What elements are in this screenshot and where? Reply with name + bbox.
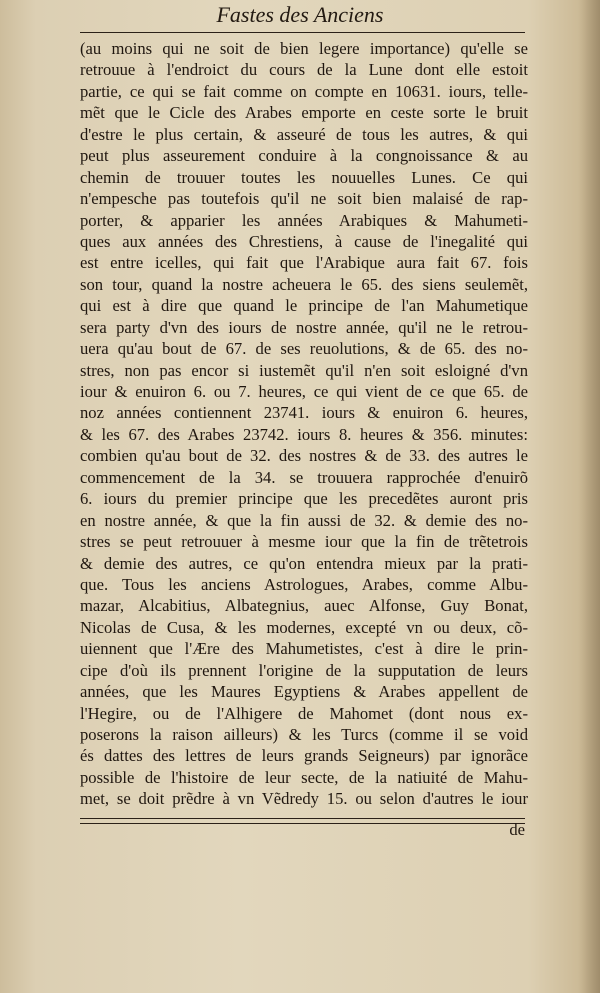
catchword: de [509, 820, 525, 839]
text-line: & demie des autres, ce qu'on entendra mieux par la prati- [80, 553, 528, 573]
text-line: cipe d'où ils prennent l'origine de la supputation de leurs [80, 660, 528, 680]
text-line: noz années contiennent 23741. iours & enuiron 6. heures, [80, 403, 528, 423]
text-line: possible de l'histoire de leur secte, de la natiuité de Mahu- [80, 767, 528, 787]
text-line: que. Tous les anciens Astrologues, Arabes, comme Albu- [80, 574, 528, 594]
header-rule [80, 32, 525, 33]
text-line: mazar, Alcabitius, Albategnius, auec Alfonse, Guy Bonat, [80, 596, 528, 616]
text-line: (au moins qui ne soit de bien legere importance) qu'elle se [80, 39, 528, 58]
text-line: commencement de la 34. se trouuera rapprochée d'enuirõ [80, 467, 528, 487]
text-line: uiennent que l'Ære des Mahumetistes, c'est à dire le prin- [80, 639, 528, 659]
text-line: uera qu'au bout de 67. de ses reuolutions, & de 65. des no- [80, 339, 528, 359]
text-line: l'Hegire, ou de l'Alhigere de Mahomet (dont nous ex- [80, 703, 528, 723]
text-line: stres se peut retrouuer à mesme iour que la fin de trẽtetrois [80, 532, 528, 552]
text-line: combien qu'au bout de 32. des nostres & de 33. des autres le [80, 446, 528, 466]
footer-rule [80, 818, 525, 819]
text-line: partie, ce qui se fait comme on compte en 10631. iours, telle- [80, 81, 528, 101]
text-line: n'empesche pas toutefois qu'il ne soit bien malaisé de rap- [80, 189, 528, 209]
text-line: années, que les Maures Egyptiens & Arabes appellent de [80, 682, 528, 702]
page-spine-shadow [578, 0, 600, 993]
footer-rule-thin [80, 823, 525, 824]
text-line: iour & enuiron 6. ou 7. heures, ce qui vient de ce que 65. de [80, 382, 528, 401]
text-line: peut plus asseurement conduire à la congnoissance & au [80, 146, 528, 166]
text-line: chemin de trouuer toutes les nouuelles Lunes. Ce qui [80, 167, 528, 187]
text-line: sera party d'vn des iours de nostre année, qu'il ne le retrou- [80, 317, 528, 337]
text-line: retrouue à l'endroict du cours de la Lune dont elle estoit [80, 60, 528, 80]
text-line: d'estre le plus certain, & asseuré de tous les autres, & qui [80, 124, 528, 144]
text-line: porter, & apparier les années Arabiques & Mahumeti- [80, 210, 528, 230]
text-line: mẽt que le Cicle des Arabes emporte en ceste sorte le bruit [80, 103, 528, 123]
text-line: qui est à dire que quand le principe de l'an Mahumetique [80, 296, 528, 316]
text-line: és dattes des lettres de leurs grands Seigneurs) par ignorãce [80, 746, 528, 766]
text-line: stres, non pas encor si iustemẽt qu'il n'en soit esloigné d'vn [80, 360, 528, 380]
text-line: son tour, quand la nostre acheuera le 65. des siens seulemẽt, [80, 274, 528, 294]
text-line: ques aux années des Chrestiens, à cause de l'inegalité qui [80, 231, 528, 251]
text-line: & les 67. des Arabes 23742. iours 8. heures & 356. minutes: [80, 424, 528, 444]
running-header: Fastes des Anciens [216, 2, 384, 27]
text-line: met, se doit prẽdre à vn Vẽdredy 15. ou selon d'autres le iour [80, 789, 528, 809]
text-line: poserons la raison ailleurs) & les Turcs (comme il se void [80, 725, 528, 744]
text-line: Nicolas de Cusa, & les modernes, excepté vn ou deux, cõ- [80, 617, 528, 637]
body-text [80, 38, 528, 810]
text-line: en nostre année, & que la fin aussi de 32. & demie des no- [80, 510, 528, 530]
text-line: 6. iours du premier principe que les precedẽtes auront pris [80, 489, 528, 509]
text-line: est entre icelles, qui fait que l'Arabique aura fait 67. fois [80, 253, 528, 273]
